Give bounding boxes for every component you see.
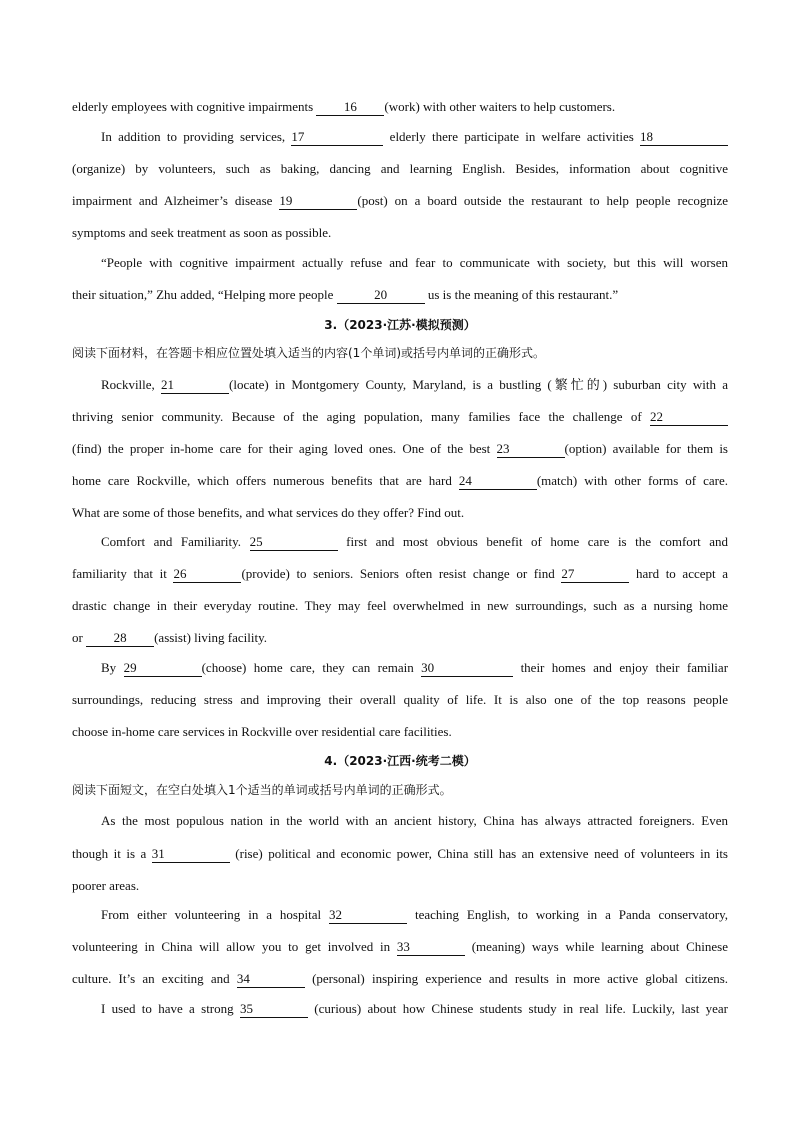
answer-blank-33[interactable]: 33 (397, 940, 465, 956)
text-segment: (organize) by volunteers, such as baking, dancing and learning English. Besides, information about cognitive (72, 161, 728, 176)
answer-blank-20[interactable]: 20 (337, 288, 425, 304)
text-line (72, 565, 728, 583)
text-segment: their situation,” Zhu added, “Helping more people (72, 287, 334, 302)
text-segment: though it is a (72, 846, 147, 861)
text-segment: drastic change in their everyday routine. They may feel overwhelmed in new surroundings, such as a nursing home (72, 598, 728, 613)
text-segment: their homes and enjoy their familiar (520, 660, 729, 675)
instruction: 阅读下面短文，在空白处填入1个适当的单词或括号内单词的正确形式。 (72, 783, 452, 797)
answer-blank-24[interactable]: 24 (459, 474, 537, 490)
text-line (72, 408, 728, 426)
section-title: 3.（2023·江苏·模拟预测） (324, 318, 476, 332)
text-segment: teaching English, to working in a Panda conservatory, (414, 907, 729, 922)
text-segment: By (101, 660, 117, 675)
text-line (101, 128, 728, 146)
text-line (72, 504, 728, 522)
text-segment: (work) with other waiters to help customers. (384, 99, 616, 114)
answer-blank-25[interactable]: 25 (250, 535, 338, 551)
text-line (72, 160, 728, 178)
answer-blank-19[interactable]: 19 (279, 194, 357, 210)
text-segment: us is the meaning of this restaurant.” (427, 287, 619, 302)
text-line (101, 659, 728, 677)
text-segment: (choose) home care, they can remain (201, 660, 414, 675)
text-segment: (locate) in Montgomery County, Maryland, is a bustling (繁忙的) suburban city with a (229, 377, 729, 392)
text-line (72, 286, 728, 304)
answer-blank-23[interactable]: 23 (497, 442, 565, 458)
text-line (72, 877, 728, 895)
text-line (72, 938, 728, 956)
text-segment: familiarity that it (72, 566, 167, 581)
text-segment: impairment and Alzheimer’s disease (72, 193, 273, 208)
text-segment: volunteering in China will allow you to get involved in (72, 939, 391, 954)
text-segment: (personal) inspiring experience and results in more active global citizens. (312, 971, 729, 986)
text-segment: symptoms and seek treatment as soon as possible. (72, 225, 332, 240)
text-line (101, 1000, 728, 1018)
text-line (72, 224, 728, 242)
text-segment: first and most obvious benefit of home care is the comfort and (346, 534, 729, 549)
text-segment: (option) available for them is (564, 441, 728, 456)
answer-blank-22[interactable]: 22 (650, 410, 728, 426)
answer-blank-31[interactable]: 31 (152, 847, 230, 863)
text-segment: (match) with other forms of care. (536, 473, 729, 488)
text-segment: elderly there participate in welfare activities (389, 129, 634, 144)
text-segment: culture. It’s an exciting and (72, 971, 230, 986)
text-segment: (curious) about how Chinese students study in real life. Luckily, last year (314, 1001, 728, 1016)
text-segment: What are some of those benefits, and what services do they offer? Find out. (72, 505, 465, 520)
answer-blank-34[interactable]: 34 (237, 972, 305, 988)
answer-blank-16[interactable]: 16 (316, 100, 384, 116)
answer-blank-29[interactable]: 29 (124, 661, 202, 677)
text-segment: Rockville, (101, 377, 155, 392)
text-line (72, 472, 728, 490)
text-segment: elderly employees with cognitive impairments (72, 99, 314, 114)
text-segment: (assist) living facility. (154, 630, 267, 645)
text-segment: I used to have a strong (101, 1001, 234, 1016)
answer-blank-30[interactable]: 30 (421, 661, 513, 677)
text-line (101, 254, 728, 272)
text-segment: or (72, 630, 83, 645)
text-segment: In addition to providing services, (101, 129, 286, 144)
text-line (72, 192, 728, 210)
text-line (101, 533, 728, 551)
text-segment: (provide) to seniors. Seniors often resist change or find (241, 566, 555, 581)
answer-blank-21[interactable]: 21 (161, 378, 229, 394)
text-line (72, 98, 728, 116)
text-line (101, 376, 728, 394)
answer-blank-32[interactable]: 32 (329, 908, 407, 924)
text-segment: As the most populous nation in the world with an ancient history, China has always attracted foreigners. Even (101, 813, 728, 828)
text-segment: From either volunteering in a hospital (101, 907, 322, 922)
text-line (72, 597, 728, 615)
text-segment: hard to accept a (635, 566, 729, 581)
text-line (72, 440, 728, 458)
text-segment: choose in-home care services in Rockville over residential care facilities. (72, 724, 452, 739)
text-segment: poorer areas. (72, 878, 140, 893)
answer-blank-28[interactable]: 28 (86, 631, 154, 647)
text-line (72, 723, 728, 741)
answer-blank-17[interactable]: 17 (291, 130, 383, 146)
text-line (72, 691, 728, 709)
text-segment: (find) the proper in-home care for their aging loved ones. One of the best (72, 441, 491, 456)
instruction: 阅读下面材料，在答题卡相应位置处填入适当的内容(1个单词)或括号内单词的正确形式。 (72, 346, 546, 360)
text-segment: surroundings, reducing stress and improving their overall quality of life. It is also one of the top reasons people (72, 692, 728, 707)
text-segment: thriving senior community. Because of the aging population, many families face the challenge of (72, 409, 642, 424)
answer-blank-18[interactable]: 18 (640, 130, 728, 146)
text-line (101, 812, 728, 830)
answer-blank-26[interactable]: 26 (173, 567, 241, 583)
text-line (72, 845, 728, 863)
text-segment: (meaning) ways while learning about Chinese (471, 939, 729, 954)
text-line (72, 970, 728, 988)
text-segment: home care Rockville, which offers numerous benefits that are hard (72, 473, 452, 488)
section-title: 4.（2023·江西·统考二模） (324, 754, 476, 768)
answer-blank-35[interactable]: 35 (240, 1002, 308, 1018)
text-line (72, 629, 728, 647)
text-segment: (post) on a board outside the restaurant to help people recognize (357, 193, 729, 208)
answer-blank-27[interactable]: 27 (561, 567, 629, 583)
text-segment: Comfort and Familiarity. (101, 534, 242, 549)
text-segment: (rise) political and economic power, China still has an extensive need of volunteers in its (235, 846, 728, 861)
text-segment: “People with cognitive impairment actually refuse and fear to communicate with society, but this will worsen (101, 255, 728, 270)
text-line (101, 906, 728, 924)
